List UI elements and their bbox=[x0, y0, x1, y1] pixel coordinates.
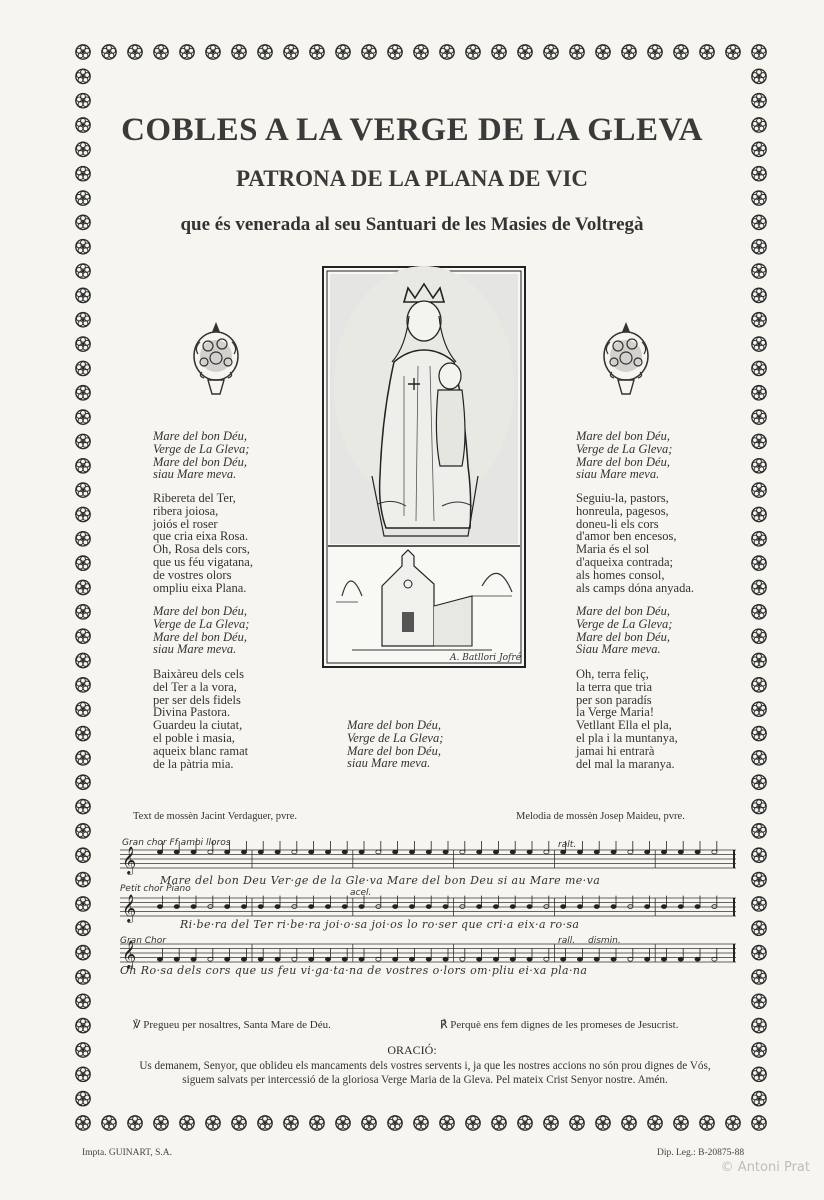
music-note bbox=[174, 850, 179, 854]
refrain-center: Mare del bon Déu, Verge de La Gleva; Mare del bon Déu, siau Mare meva. bbox=[347, 718, 444, 771]
music-note bbox=[678, 850, 683, 854]
flower-ornament-icon bbox=[76, 580, 90, 594]
flower-ornament-icon bbox=[76, 361, 90, 375]
flower-ornament-icon bbox=[674, 1116, 688, 1130]
flower-ornament-icon bbox=[440, 45, 454, 59]
music-note bbox=[208, 850, 213, 854]
flower-ornament-icon bbox=[362, 45, 376, 59]
music-note bbox=[376, 850, 381, 854]
flower-ornament-icon bbox=[76, 410, 90, 424]
music-note bbox=[493, 905, 498, 909]
music-note bbox=[443, 850, 448, 854]
music-note bbox=[258, 957, 263, 961]
refrain-right-2: Mare del bon Déu, Verge de La Gleva; Mare del bon Déu, Siau Mare meva. bbox=[576, 604, 673, 657]
flower-ornament-icon bbox=[752, 751, 766, 765]
music-note bbox=[695, 957, 700, 961]
music-note bbox=[292, 850, 297, 854]
music-note bbox=[342, 850, 347, 854]
music-note bbox=[561, 850, 566, 854]
flower-ornament-icon bbox=[232, 45, 246, 59]
flower-ornament-icon bbox=[76, 264, 90, 278]
flower-ornament-icon bbox=[648, 1116, 662, 1130]
flower-ornament-icon bbox=[752, 434, 766, 448]
staff-label-2: Petit chor Piano bbox=[120, 884, 191, 894]
flower-ornament-icon bbox=[570, 45, 584, 59]
flower-ornament-icon bbox=[206, 45, 220, 59]
music-note bbox=[443, 905, 448, 909]
flower-ornament-icon bbox=[76, 1018, 90, 1032]
music-note bbox=[393, 905, 398, 909]
music-note bbox=[225, 957, 230, 961]
music-note bbox=[225, 850, 230, 854]
flower-ornament-icon bbox=[362, 1116, 376, 1130]
music-note bbox=[157, 905, 162, 909]
flower-ornament-icon bbox=[752, 580, 766, 594]
flower-ornament-icon bbox=[752, 726, 766, 740]
flower-ornament-icon bbox=[76, 751, 90, 765]
tempo-mark-3: rall. bbox=[558, 936, 576, 946]
flower-ornament-icon bbox=[76, 1067, 90, 1081]
flower-ornament-icon bbox=[622, 1116, 636, 1130]
music-note bbox=[695, 905, 700, 909]
flower-ornament-icon bbox=[76, 240, 90, 254]
flower-ornament-icon bbox=[752, 264, 766, 278]
flower-ornament-icon bbox=[76, 848, 90, 862]
refrain-left-1: Mare del bon Déu, Verge de La Gleva; Mare del bon Déu, siau Mare meva. bbox=[153, 429, 250, 482]
music-note bbox=[241, 850, 246, 854]
melody-credit: Melodia de mossèn Josep Maideu, pvre. bbox=[516, 811, 685, 822]
flower-ornament-icon bbox=[752, 848, 766, 862]
flower-ornament-icon bbox=[180, 1116, 194, 1130]
music-note bbox=[611, 850, 616, 854]
printer-credit: Impta. GUINART, S.A. bbox=[82, 1148, 173, 1158]
music-score bbox=[120, 836, 740, 986]
flower-ornament-icon bbox=[518, 1116, 532, 1130]
flower-ornament-icon bbox=[752, 459, 766, 473]
music-note bbox=[712, 905, 717, 909]
music-note bbox=[493, 850, 498, 854]
flower-ornament-icon bbox=[258, 1116, 272, 1130]
flower-ornament-icon bbox=[232, 1116, 246, 1130]
music-note bbox=[376, 905, 381, 909]
music-note bbox=[527, 850, 532, 854]
flower-ornament-icon bbox=[336, 1116, 350, 1130]
flower-ornament-icon bbox=[310, 45, 324, 59]
music-note bbox=[661, 850, 666, 854]
flower-ornament-icon bbox=[700, 45, 714, 59]
tempo-mark-1: ralt. bbox=[558, 840, 577, 850]
music-note bbox=[577, 905, 582, 909]
music-note bbox=[477, 905, 482, 909]
flower-ornament-icon bbox=[752, 970, 766, 984]
flower-ornament-icon bbox=[752, 775, 766, 789]
flower-ornament-icon bbox=[102, 1116, 116, 1130]
music-note bbox=[510, 905, 515, 909]
music-note bbox=[460, 850, 465, 854]
flower-ornament-icon bbox=[700, 1116, 714, 1130]
music-note bbox=[325, 905, 330, 909]
music-note bbox=[544, 905, 549, 909]
flower-ornament-icon bbox=[752, 1091, 766, 1105]
music-note bbox=[561, 957, 566, 961]
music-note bbox=[443, 957, 448, 961]
flower-ornament-icon bbox=[76, 726, 90, 740]
flower-ornament-icon bbox=[76, 1116, 90, 1130]
music-note bbox=[292, 905, 297, 909]
flower-ornament-icon bbox=[414, 1116, 428, 1130]
flower-ornament-icon bbox=[752, 799, 766, 813]
music-note bbox=[309, 957, 314, 961]
flower-ornament-icon bbox=[76, 872, 90, 886]
music-note bbox=[611, 957, 616, 961]
music-note bbox=[393, 957, 398, 961]
flower-ornament-icon bbox=[76, 337, 90, 351]
flower-ornament-icon bbox=[76, 1091, 90, 1105]
staff-label-3: Gran Chor bbox=[120, 936, 166, 946]
music-note bbox=[275, 850, 280, 854]
treble-clef-icon: 𝄞 bbox=[122, 894, 137, 922]
flower-ornament-icon bbox=[752, 653, 766, 667]
flower-ornament-icon bbox=[752, 45, 766, 59]
virgin-and-sanctuary-illustration bbox=[322, 266, 526, 668]
flower-ornament-icon bbox=[76, 945, 90, 959]
music-note bbox=[645, 905, 650, 909]
flower-ornament-icon bbox=[76, 69, 90, 83]
flower-ornament-icon bbox=[752, 1018, 766, 1032]
flower-ornament-icon bbox=[752, 191, 766, 205]
flower-ornament-icon bbox=[76, 288, 90, 302]
music-note bbox=[645, 850, 650, 854]
flower-ornament-icon bbox=[752, 313, 766, 327]
flower-ornament-icon bbox=[752, 361, 766, 375]
music-note bbox=[309, 850, 314, 854]
music-note bbox=[191, 905, 196, 909]
flower-ornament-icon bbox=[752, 93, 766, 107]
lyrics-line-2: Ri·be·ra del Ter ri·be·ra joi·o·sa joi·os lo ro·ser que cri·a eix·a ro·sa bbox=[180, 918, 580, 931]
versicle-r: ℟ Perquè ens fem dignes de les promeses de Jesucrist. bbox=[440, 1019, 679, 1031]
flower-ornament-icon bbox=[76, 702, 90, 716]
flower-ornament-icon bbox=[726, 1116, 740, 1130]
music-note bbox=[510, 850, 515, 854]
flower-ornament-icon bbox=[388, 1116, 402, 1130]
verse-left-2: Baixàreu dels cels del Ter a la vora, per ser dels fidels Divina Pastora. Guardeu la ciutat, el poble i masia, aqueix blanc ramat de la pàtria mia. bbox=[153, 667, 249, 771]
flower-ornament-icon bbox=[440, 1116, 454, 1130]
music-note bbox=[493, 957, 498, 961]
treble-clef-icon: 𝄞 bbox=[122, 846, 137, 874]
flower-ornament-icon bbox=[752, 386, 766, 400]
flower-ornament-icon bbox=[206, 1116, 220, 1130]
flower-ornament-icon bbox=[76, 775, 90, 789]
flower-ornament-icon bbox=[76, 824, 90, 838]
flower-ornament-icon bbox=[76, 970, 90, 984]
flower-ornament-icon bbox=[492, 45, 506, 59]
prayer-title: ORACIÓ: bbox=[387, 1043, 437, 1057]
music-note bbox=[258, 905, 263, 909]
flower-ornament-icon bbox=[752, 507, 766, 521]
flower-ornament-icon bbox=[752, 410, 766, 424]
flower-ornament-icon bbox=[752, 678, 766, 692]
legal-deposit: Dip. Leg.: B-20875-88 bbox=[657, 1148, 745, 1158]
music-note bbox=[342, 905, 347, 909]
flower-ornament-icon bbox=[752, 702, 766, 716]
flower-ornament-icon bbox=[752, 945, 766, 959]
music-note bbox=[561, 905, 566, 909]
music-note bbox=[527, 957, 532, 961]
flower-ornament-icon bbox=[518, 45, 532, 59]
music-note bbox=[661, 957, 666, 961]
music-note bbox=[594, 850, 599, 854]
flower-ornament-icon bbox=[76, 313, 90, 327]
music-note bbox=[510, 957, 515, 961]
music-note bbox=[258, 850, 263, 854]
flower-ornament-icon bbox=[570, 1116, 584, 1130]
flower-ornament-icon bbox=[752, 532, 766, 546]
flower-ornament-icon bbox=[76, 994, 90, 1008]
flower-bouquet-left-icon bbox=[188, 318, 244, 398]
music-note bbox=[426, 957, 431, 961]
tagline: que és venerada al seu Santuari de les Masies de Voltregà bbox=[180, 214, 644, 235]
tempo-mark-2: acel. bbox=[350, 888, 372, 898]
flower-ornament-icon bbox=[154, 1116, 168, 1130]
flower-ornament-icon bbox=[76, 386, 90, 400]
music-note bbox=[611, 905, 616, 909]
flower-ornament-icon bbox=[76, 799, 90, 813]
music-note bbox=[544, 850, 549, 854]
music-note bbox=[409, 957, 414, 961]
flower-ornament-icon bbox=[284, 1116, 298, 1130]
flower-ornament-icon bbox=[76, 483, 90, 497]
music-note bbox=[208, 905, 213, 909]
music-note bbox=[695, 850, 700, 854]
flower-ornament-icon bbox=[752, 288, 766, 302]
music-note bbox=[359, 957, 364, 961]
flower-ornament-icon bbox=[674, 45, 688, 59]
music-note bbox=[409, 850, 414, 854]
lyrics-line-3: Oh Ro·sa dels cors que us feu vi·ga·ta·na de vostres o·lors om·pliu ei·xa pla·na bbox=[120, 964, 588, 977]
music-note bbox=[191, 957, 196, 961]
music-note bbox=[460, 905, 465, 909]
flower-bouquet-right-icon bbox=[598, 318, 654, 398]
flower-ornament-icon bbox=[544, 1116, 558, 1130]
flower-ornament-icon bbox=[466, 45, 480, 59]
flower-ornament-icon bbox=[752, 921, 766, 935]
copyright-watermark: © Antoni Prat bbox=[720, 1160, 810, 1175]
flower-ornament-icon bbox=[752, 483, 766, 497]
flower-ornament-icon bbox=[414, 45, 428, 59]
staff-label-1: Gran chor Ff ambi lloros bbox=[122, 838, 231, 848]
flower-ornament-icon bbox=[76, 678, 90, 692]
music-note bbox=[309, 905, 314, 909]
lyrics-line-1: Mare del bon Deu Ver·ge de la Gle·va Mare del bon Deu si au Mare me·va bbox=[160, 874, 601, 887]
verse-left-1: Ribereta del Ter, ribera joiosa, joiós el roser que cria eixa Rosa. Oh, Rosa dels cors, que us féu vigatana, de vostres olors ompliu eixa Plana. bbox=[153, 491, 253, 595]
music-note bbox=[275, 957, 280, 961]
music-note bbox=[157, 957, 162, 961]
flower-ornament-icon bbox=[752, 240, 766, 254]
music-note bbox=[342, 957, 347, 961]
flower-ornament-icon bbox=[154, 45, 168, 59]
music-note bbox=[157, 850, 162, 854]
flower-ornament-icon bbox=[726, 45, 740, 59]
flower-ornament-icon bbox=[284, 45, 298, 59]
music-note bbox=[225, 905, 230, 909]
flower-ornament-icon bbox=[752, 337, 766, 351]
music-note bbox=[241, 957, 246, 961]
flower-ornament-icon bbox=[752, 824, 766, 838]
refrain-right-1: Mare del bon Déu, Verge de La Gleva; Mare del bon Déu, siau Mare meva. bbox=[576, 429, 673, 482]
illustration-signature: A. Batllori Jofré bbox=[450, 653, 522, 663]
music-note bbox=[712, 850, 717, 854]
flower-ornament-icon bbox=[76, 556, 90, 570]
flower-ornament-icon bbox=[76, 629, 90, 643]
flower-ornament-icon bbox=[466, 1116, 480, 1130]
main-title: COBLES A LA VERGE DE LA GLEVA bbox=[121, 112, 703, 148]
flower-ornament-icon bbox=[128, 45, 142, 59]
flower-ornament-icon bbox=[336, 45, 350, 59]
flower-ornament-icon bbox=[76, 897, 90, 911]
flower-ornament-icon bbox=[752, 629, 766, 643]
flower-ornament-icon bbox=[752, 872, 766, 886]
flower-ornament-icon bbox=[752, 1067, 766, 1081]
flower-ornament-icon bbox=[622, 45, 636, 59]
flower-ornament-icon bbox=[76, 191, 90, 205]
response-symbol-icon: ℟ bbox=[440, 1019, 451, 1031]
music-note bbox=[645, 957, 650, 961]
flower-ornament-icon bbox=[310, 1116, 324, 1130]
flower-ornament-icon bbox=[76, 459, 90, 473]
flower-ornament-icon bbox=[76, 605, 90, 619]
flower-ornament-icon bbox=[258, 45, 272, 59]
flower-ornament-icon bbox=[388, 45, 402, 59]
music-note bbox=[594, 905, 599, 909]
flower-ornament-icon bbox=[180, 45, 194, 59]
flower-ornament-icon bbox=[596, 45, 610, 59]
flower-ornament-icon bbox=[752, 605, 766, 619]
music-note bbox=[359, 905, 364, 909]
music-note bbox=[577, 850, 582, 854]
music-note bbox=[678, 905, 683, 909]
flower-ornament-icon bbox=[752, 1116, 766, 1130]
music-note bbox=[275, 905, 280, 909]
music-note bbox=[191, 850, 196, 854]
music-note bbox=[661, 905, 666, 909]
flower-ornament-icon bbox=[752, 994, 766, 1008]
text-credit: Text de mossèn Jacint Verdaguer, pvre. bbox=[133, 811, 297, 822]
flower-ornament-icon bbox=[76, 45, 90, 59]
music-note bbox=[628, 905, 633, 909]
versicle-symbol-icon: ℣ bbox=[133, 1019, 144, 1031]
flower-ornament-icon bbox=[752, 897, 766, 911]
prayer-text: Us demanem, Senyor, que oblideu els mancaments dels vostres servents i, ja que les nostres accions no són prou dignes de Vós, siguem salvats per intercessió de la gloriosa Verge Maria de la Gleva. Pel mateix Crist Senyor nostre. Amén. bbox=[139, 1060, 711, 1086]
music-note bbox=[426, 850, 431, 854]
music-note bbox=[174, 957, 179, 961]
flower-ornament-icon bbox=[76, 93, 90, 107]
treble-clef-icon: 𝄞 bbox=[122, 940, 137, 968]
flower-ornament-icon bbox=[76, 921, 90, 935]
music-note bbox=[678, 957, 683, 961]
music-note bbox=[393, 850, 398, 854]
music-note bbox=[325, 957, 330, 961]
flower-ornament-icon bbox=[76, 434, 90, 448]
music-note bbox=[359, 850, 364, 854]
flower-ornament-icon bbox=[648, 45, 662, 59]
music-note bbox=[628, 850, 633, 854]
music-note bbox=[426, 905, 431, 909]
flower-ornament-icon bbox=[102, 45, 116, 59]
flower-ornament-icon bbox=[76, 532, 90, 546]
tempo-mark-4: dismin. bbox=[588, 936, 621, 946]
flower-ornament-icon bbox=[752, 69, 766, 83]
verse-right-1: Seguiu-la, pastors, honreula, pagesos, doneu-li els cors d'amor ben encesos, Maria és el sol d'aqueixa contrada; als homes consol, als camps dóna anyada. bbox=[576, 491, 695, 595]
versicle-v: ℣ Pregueu per nosaltres, Santa Mare de Déu. bbox=[133, 1019, 331, 1031]
refrain-left-2: Mare del bon Déu, Verge de La Gleva; Mare del bon Déu, siau Mare meva. bbox=[153, 604, 250, 657]
flower-ornament-icon bbox=[128, 1116, 142, 1130]
flower-ornament-icon bbox=[544, 45, 558, 59]
music-note bbox=[527, 905, 532, 909]
flower-ornament-icon bbox=[492, 1116, 506, 1130]
music-note bbox=[477, 850, 482, 854]
music-note bbox=[174, 905, 179, 909]
music-note bbox=[325, 850, 330, 854]
music-note bbox=[477, 957, 482, 961]
music-note bbox=[577, 957, 582, 961]
flower-ornament-icon bbox=[752, 556, 766, 570]
flower-ornament-icon bbox=[76, 653, 90, 667]
music-note bbox=[409, 905, 414, 909]
subtitle: PATRONA DE LA PLANA DE VIC bbox=[235, 166, 589, 191]
music-note bbox=[594, 957, 599, 961]
flower-ornament-icon bbox=[76, 507, 90, 521]
verse-right-2: Oh, terra feliç, la terra que tria per son paradís la Verge Maria! Vetllant Ella el pla, el pla i la muntanya, jamai hi entrarà del mal la maranya. bbox=[576, 667, 678, 771]
music-note bbox=[241, 905, 246, 909]
flower-ornament-icon bbox=[596, 1116, 610, 1130]
